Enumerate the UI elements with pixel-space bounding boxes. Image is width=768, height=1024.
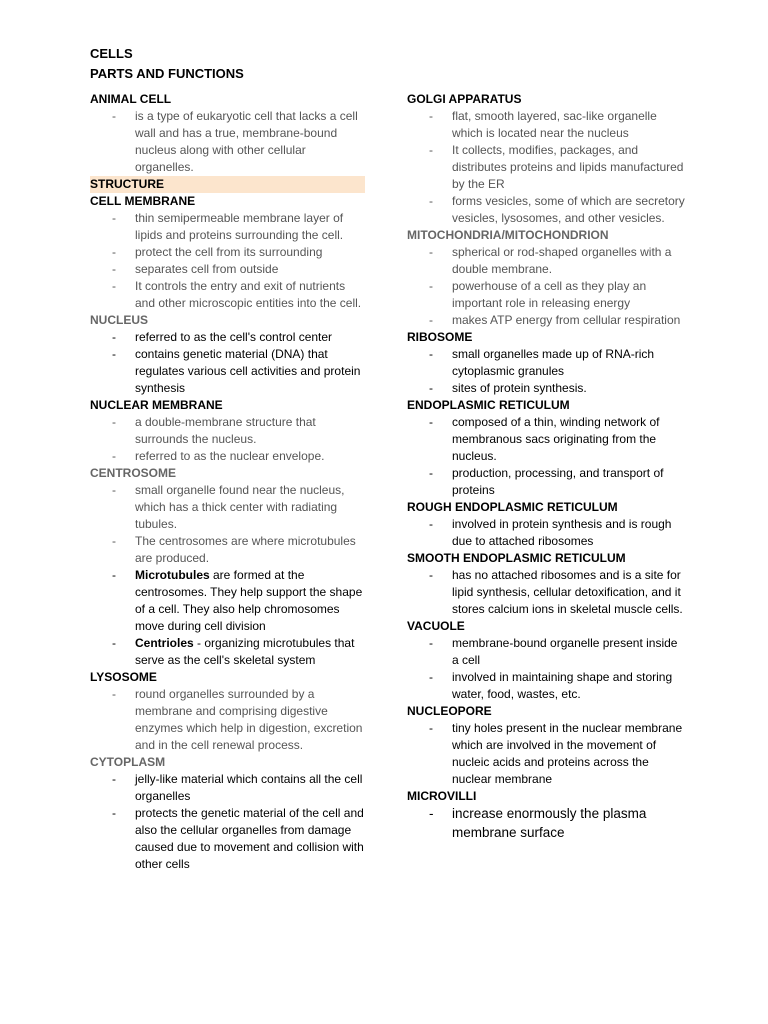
list-item: - has no attached ribosomes and is a site for lipid synthesis, cellular detoxification, and it stores calcium ions in skeletal muscle cells. <box>429 568 683 616</box>
nucleopore-list <box>407 720 687 788</box>
list-item: - Microtubules are formed at the centrosomes. They help support the shape of a cell. They also help chromosomes move during cell division <box>112 568 363 633</box>
list-item: - membrane-bound organelle present inside a cell <box>429 636 678 667</box>
centrosome-list <box>90 482 365 669</box>
heading-endoplasmic-reticulum: ENDOPLASMIC RETICULUM <box>407 398 570 412</box>
heading-centrosome: CENTROSOME <box>90 466 177 480</box>
heading-golgi-apparatus: GOLGI APPARATUS <box>407 92 522 106</box>
microvilli-list <box>407 805 687 842</box>
heading-nuclear-membrane: NUCLEAR MEMBRANE <box>90 398 223 412</box>
nucleus-list <box>90 329 365 397</box>
list-item: - flat, smooth layered, sac-like organelle which is located near the nucleus <box>429 109 657 140</box>
list-item: - composed of a thin, winding network of membranous sacs originating from the nucleus. <box>429 415 660 463</box>
golgi-list <box>407 108 687 227</box>
list-item: - involved in protein synthesis and is rough due to attached ribosomes <box>429 517 672 548</box>
heading-smooth-er: SMOOTH ENDOPLASMIC RETICULUM <box>407 551 626 565</box>
ribosome-list <box>407 346 687 397</box>
list-item: - separates cell from outside <box>112 262 279 276</box>
list-item: - involved in maintaining shape and storing water, food, wastes, etc. <box>429 670 673 701</box>
list-item: - production, processing, and transport of proteins <box>429 466 664 497</box>
rough-er-list <box>407 516 687 550</box>
list-item: - increase enormously the plasma membrane surface <box>429 806 647 840</box>
right-column <box>407 91 687 842</box>
list-item: - The centrosomes are where microtubules are produced. <box>112 534 356 565</box>
left-column <box>90 91 365 873</box>
list-item: - round organelles surrounded by a membrane and comprising digestive enzymes which help in digestion, excretion and in the cell renewal process. <box>112 687 363 752</box>
cytoplasm-list <box>90 771 365 873</box>
heading-vacuole: VACUOLE <box>407 619 465 633</box>
list-item: - forms vesicles, some of which are secretory vesicles, lysosomes, and other vesicles. <box>429 194 685 225</box>
er-list <box>407 414 687 499</box>
list-item: - referred to as the nuclear envelope. <box>112 449 325 463</box>
list-item: - powerhouse of a cell as they play an important role in releasing energy <box>429 279 647 310</box>
heading-microvilli: MICROVILLI <box>407 789 477 803</box>
list-item: - It collects, modifies, packages, and distributes proteins and lipids manufactured by the ER <box>429 143 684 191</box>
heading-structure: STRUCTURE <box>90 176 365 193</box>
heading-nucleus: NUCLEUS <box>90 313 149 327</box>
nuclear-membrane-list <box>90 414 365 465</box>
list-item: - jelly-like material which contains all the cell organelles <box>112 772 363 803</box>
list-item: - is a type of eukaryotic cell that lacks a cell wall and has a true, membrane-bound nucleus along with other cellular organelles. <box>112 109 358 174</box>
list-item: - tiny holes present in the nuclear membrane which are involved in the movement of nucleic acids and proteins across the nuclear membrane <box>429 721 683 786</box>
heading-animal-cell: ANIMAL CELL <box>90 92 172 106</box>
list-item: - thin semipermeable membrane layer of lipids and proteins surrounding the cell. <box>112 211 344 242</box>
list-item: - Centrioles - organizing microtubules that serve as the cell's skeletal system <box>112 636 355 667</box>
animal-cell-list <box>90 108 365 176</box>
heading-rough-er: ROUGH ENDOPLASMIC RETICULUM <box>407 500 618 514</box>
list-item: - It controls the entry and exit of nutrients and other microscopic entities into the cell. <box>112 279 362 310</box>
list-item: - a double-membrane structure that surrounds the nucleus. <box>112 415 316 446</box>
list-item: - sites of protein synthesis. <box>429 381 587 395</box>
heading-ribosome: RIBOSOME <box>407 330 473 344</box>
doc-title: CELLS <box>90 46 133 61</box>
list-item: - protect the cell from its surrounding <box>112 245 323 259</box>
list-item: - small organelles made up of RNA-rich cytoplasmic granules <box>429 347 655 378</box>
heading-cytoplasm: CYTOPLASM <box>90 755 166 769</box>
heading-mitochondria: MITOCHONDRIA/MITOCHONDRION <box>407 228 609 242</box>
vacuole-list <box>407 635 687 703</box>
heading-nucleopore: NUCLEOPORE <box>407 704 492 718</box>
doc-subtitle: PARTS AND FUNCTIONS <box>90 66 244 81</box>
list-item: - spherical or rod-shaped organelles with a double membrane. <box>429 245 672 276</box>
heading-cell-membrane: CELL MEMBRANE <box>90 194 196 208</box>
heading-lysosome: LYSOSOME <box>90 670 157 684</box>
list-item: - contains genetic material (DNA) that regulates various cell activities and protein synthesis <box>112 347 361 395</box>
list-item: - makes ATP energy from cellular respiration <box>429 313 681 327</box>
lysosome-list <box>90 686 365 754</box>
cell-membrane-list <box>90 210 365 312</box>
smooth-er-list <box>407 567 687 618</box>
list-item: - referred to as the cell's control center <box>112 330 333 344</box>
list-item: - small organelle found near the nucleus, which has a thick center with radiating tubules. <box>112 483 345 531</box>
mitochondria-list <box>407 244 687 329</box>
list-item: - protects the genetic material of the cell and also the cellular organelles from damage caused due to movement and collision with other cells <box>112 806 364 871</box>
